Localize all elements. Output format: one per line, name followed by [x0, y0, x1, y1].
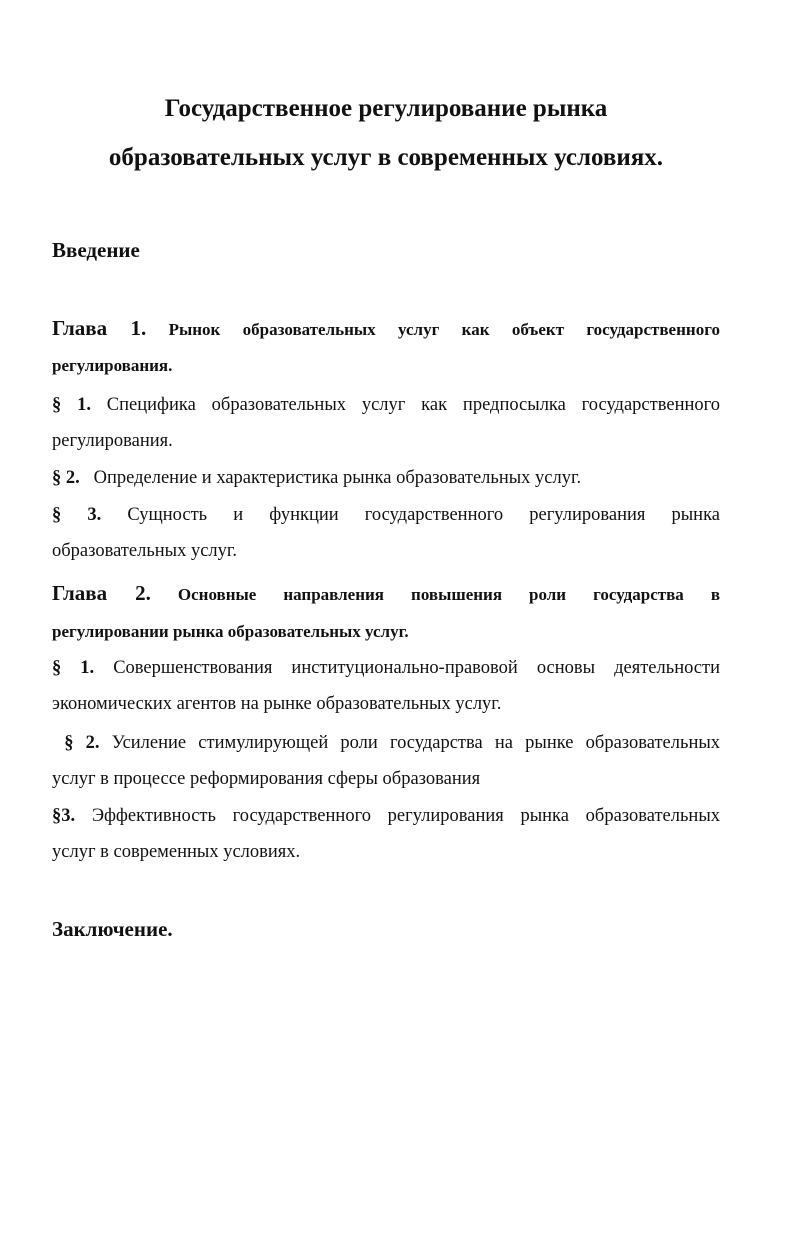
chapter-1-title-continuation: регулирования.	[52, 356, 173, 375]
chapter-2-heading	[52, 581, 720, 606]
chapter-2-section-3	[52, 806, 720, 827]
chapter-2-section-2	[52, 733, 720, 754]
section-number: § 2.	[52, 468, 80, 488]
document-title-line-1: Государственное регулирование рынка	[164, 95, 608, 122]
conclusion-heading: Заключение.	[52, 917, 173, 941]
chapter-2-label: Глава 2.	[52, 581, 151, 605]
chapter-2-section-2-continuation: услуг в процессе реформирования сферы образования	[52, 769, 481, 789]
introduction-heading: Введение	[52, 238, 140, 262]
chapter-1-heading	[52, 316, 720, 341]
chapter-1-label: Глава 1.	[52, 316, 147, 340]
section-text: Совершенствования институционально-правовой основы деятельности	[113, 658, 720, 678]
chapter-2-section-1-continuation: экономических агентов на рынке образовательных услуг.	[52, 694, 502, 714]
section-text: Сущность и функции государственного регулирования рынка	[127, 505, 721, 525]
section-number: § 1.	[52, 395, 91, 415]
chapter-1-section-2	[52, 468, 720, 489]
section-text: Специфика образовательных услуг как предпосылка государственного	[106, 395, 720, 415]
chapter-1-section-3	[52, 505, 720, 526]
chapter-1-section-1	[52, 395, 720, 416]
section-number: § 2.	[64, 733, 100, 753]
section-text: Эффективность государственного регулирования рынка образовательных	[91, 806, 720, 826]
chapter-1-section-1-continuation: регулирования.	[52, 431, 173, 451]
section-text: Определение и характеристика рынка образовательных услуг.	[93, 468, 582, 488]
section-text: Усиление стимулирующей роли государства на рынке образовательных	[111, 733, 721, 753]
chapter-2-title: Основные направления повышения роли государства в	[177, 585, 720, 604]
chapter-2-section-1	[52, 658, 720, 679]
section-number: §3.	[52, 806, 76, 826]
chapter-2-section-3-continuation: услуг в современных условиях.	[52, 842, 301, 862]
section-number: § 1.	[52, 658, 95, 678]
chapter-2-title-continuation: регулировании рынка образовательных услуг.	[52, 622, 409, 641]
document-title-line-2: образовательных услуг в современных условиях.	[108, 144, 664, 171]
section-number: § 3.	[52, 505, 102, 525]
chapter-1-title: Рынок образовательных услуг как объект государственного	[168, 320, 720, 339]
chapter-1-section-3-continuation: образовательных услуг.	[52, 541, 238, 561]
